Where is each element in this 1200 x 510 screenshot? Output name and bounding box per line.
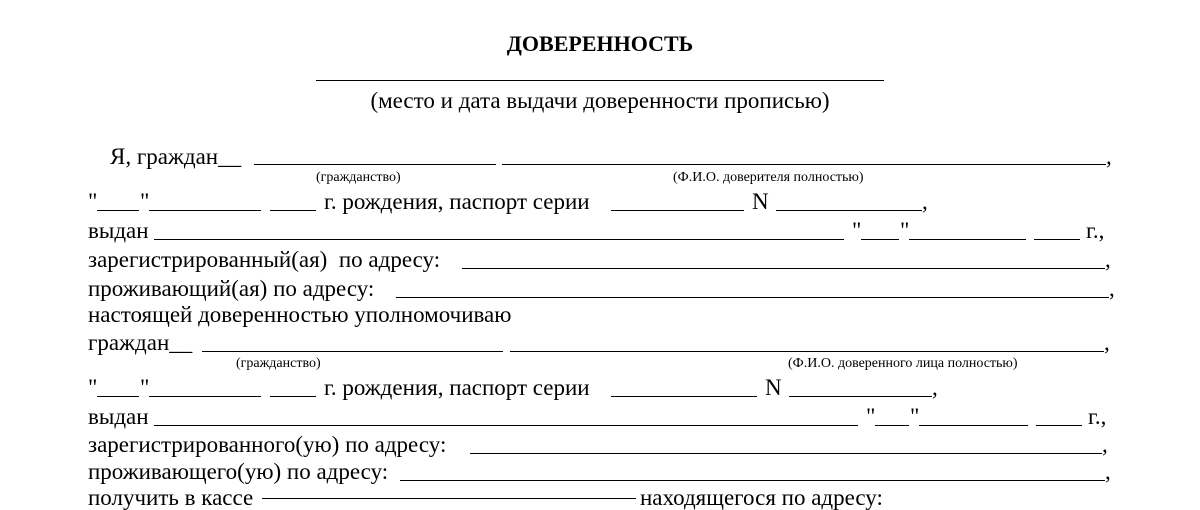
principal-issued-label: выдан (88, 218, 149, 243)
trustee-passport-number-sign: N (765, 375, 782, 400)
row-end-comma: , (1102, 432, 1108, 457)
trustee-issued-quote-close: " (910, 404, 920, 429)
row-end-comma: , (1105, 459, 1111, 484)
principal-passport-number-field[interactable] (776, 210, 922, 211)
document-title: ДОВЕРЕННОСТЬ (506, 31, 694, 56)
principal-birth-quote-open: " (88, 189, 98, 214)
principal-issued-quote-open: " (852, 218, 862, 243)
row-end-comma: , (1105, 247, 1111, 272)
trustee-issued-quote-open: " (866, 404, 876, 429)
principal-passport-series-field[interactable] (611, 210, 744, 211)
place-date-field[interactable] (316, 80, 884, 81)
principal-issued-by-field[interactable] (154, 239, 844, 240)
trustee-birth-passport-label: г. рождения, паспорт серии (324, 375, 590, 400)
principal-birth-year-field[interactable] (270, 210, 316, 211)
trustee-issued-day-field[interactable] (875, 425, 909, 426)
principal-birth-quote-close: " (140, 189, 150, 214)
row-end-comma: , (922, 189, 928, 214)
trustee-issued-month-field[interactable] (919, 425, 1028, 426)
located-at-label: находящегося по адресу: (640, 485, 883, 510)
trustee-citizenship-caption: (гражданство) (236, 356, 321, 371)
principal-issued-quote-close: " (900, 218, 910, 243)
row-end-comma: , (1104, 330, 1110, 355)
trustee-passport-series-field[interactable] (611, 396, 757, 397)
principal-residing-label: проживающий(ая) по адресу: (88, 276, 375, 301)
trustee-birth-day-field[interactable] (97, 396, 139, 397)
receive-at-cashier-label: получить в кассе (88, 485, 254, 510)
principal-registered-address-field[interactable] (462, 268, 1105, 269)
principal-full-name-field[interactable] (502, 164, 1106, 165)
principal-birth-day-field[interactable] (97, 210, 139, 211)
trustee-issued-by-field[interactable] (154, 425, 858, 426)
row-end-comma: , (932, 375, 938, 400)
trustee-registered-address-field[interactable] (470, 453, 1102, 454)
principal-residing-address-field[interactable] (396, 297, 1109, 298)
trustee-birth-quote-open: " (88, 375, 98, 400)
principal-full-name-caption: (Ф.И.О. доверителя полностью) (673, 170, 864, 185)
principal-intro-label: Я, граждан__ (110, 144, 242, 169)
principal-issued-month-field[interactable] (909, 239, 1026, 240)
principal-citizenship-field[interactable] (254, 164, 496, 165)
trustee-issued-year-field[interactable] (1036, 425, 1082, 426)
place-date-caption: (место и дата выдачи доверенности прописью) (370, 88, 830, 113)
trustee-passport-number-field[interactable] (789, 396, 932, 397)
cashier-name-field[interactable] (262, 498, 636, 499)
principal-citizenship-caption: (гражданство) (316, 170, 401, 185)
trustee-issued-year-suffix: г., (1088, 404, 1107, 429)
row-end-comma: , (1109, 276, 1115, 301)
trustee-full-name-caption: (Ф.И.О. доверенного лица полностью) (788, 356, 1018, 371)
trustee-citizen-label: граждан__ (88, 330, 193, 355)
principal-birth-passport-label: г. рождения, паспорт серии (324, 189, 590, 214)
principal-registered-label: зарегистрированный(ая) по адресу: (88, 247, 441, 272)
row-end-comma: , (1106, 144, 1112, 169)
trustee-residing-label: проживающего(ую) по адресу: (88, 459, 389, 484)
principal-birth-month-field[interactable] (149, 210, 261, 211)
principal-issued-day-field[interactable] (861, 239, 899, 240)
trustee-citizenship-field[interactable] (202, 351, 503, 352)
authorize-statement: настоящей доверенностью уполномочиваю (88, 302, 512, 327)
trustee-full-name-field[interactable] (510, 351, 1104, 352)
trustee-birth-year-field[interactable] (270, 396, 316, 397)
trustee-issued-label: выдан (88, 404, 149, 429)
trustee-residing-address-field[interactable] (400, 480, 1105, 481)
trustee-registered-label: зарегистрированного(ую) по адресу: (88, 432, 447, 457)
principal-issued-year-suffix: г., (1086, 218, 1105, 243)
trustee-birth-quote-close: " (140, 375, 150, 400)
principal-passport-number-sign: N (752, 189, 769, 214)
trustee-birth-month-field[interactable] (149, 396, 261, 397)
principal-issued-year-field[interactable] (1034, 239, 1080, 240)
